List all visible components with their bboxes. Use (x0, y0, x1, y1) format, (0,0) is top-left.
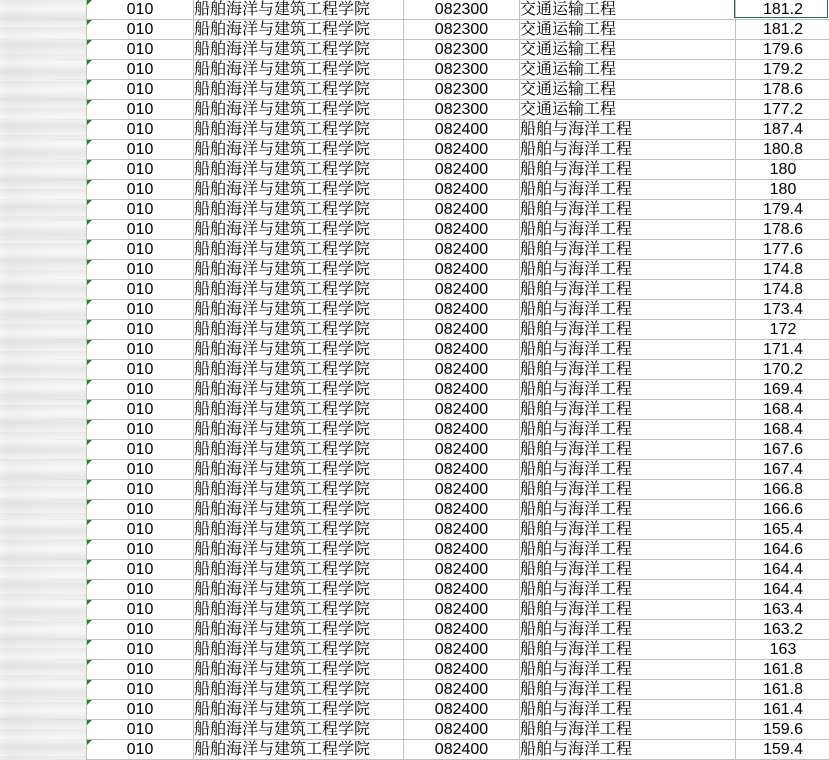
score-cell[interactable]: 172 (736, 320, 829, 340)
dept-code-cell[interactable]: 010 (87, 120, 194, 140)
school-name-cell[interactable]: 船舶海洋与建筑工程学院 (194, 480, 404, 500)
name-cell[interactable] (0, 360, 87, 380)
score-cell[interactable]: 179.2 (736, 60, 829, 80)
school-name-cell[interactable]: 船舶海洋与建筑工程学院 (194, 160, 404, 180)
school-name-cell[interactable]: 船舶海洋与建筑工程学院 (194, 120, 404, 140)
name-cell[interactable] (0, 260, 87, 280)
dept-code-cell[interactable]: 010 (87, 440, 194, 460)
dept-code-cell[interactable]: 010 (87, 40, 194, 60)
score-cell[interactable]: 165.4 (736, 520, 829, 540)
table-row (0, 80, 829, 100)
dept-code-cell[interactable]: 010 (87, 600, 194, 620)
major-name-cell[interactable]: 船舶与海洋工程 (520, 340, 736, 360)
school-name-cell[interactable]: 船舶海洋与建筑工程学院 (194, 400, 404, 420)
major-code-cell[interactable]: 082400 (404, 400, 520, 420)
dept-code-cell[interactable]: 010 (87, 700, 194, 720)
score-cell[interactable]: 163.2 (736, 620, 829, 640)
major-name-cell[interactable]: 船舶与海洋工程 (520, 180, 736, 200)
table-row (0, 680, 829, 700)
name-cell[interactable] (0, 640, 87, 660)
name-cell[interactable] (0, 660, 87, 680)
major-code-cell[interactable]: 082400 (404, 180, 520, 200)
school-name-cell[interactable]: 船舶海洋与建筑工程学院 (194, 100, 404, 120)
major-name-cell[interactable]: 船舶与海洋工程 (520, 280, 736, 300)
school-name-cell[interactable]: 船舶海洋与建筑工程学院 (194, 260, 404, 280)
major-name-cell[interactable]: 船舶与海洋工程 (520, 600, 736, 620)
table-row (0, 20, 829, 40)
major-code-cell[interactable]: 082400 (404, 440, 520, 460)
table-row (0, 260, 829, 280)
score-cell[interactable]: 178.6 (736, 80, 829, 100)
score-cell[interactable]: 164.6 (736, 540, 829, 560)
dept-code-cell[interactable]: 010 (87, 0, 194, 20)
dept-code-cell[interactable]: 010 (87, 400, 194, 420)
major-code-cell[interactable]: 082400 (404, 680, 520, 700)
dept-code-cell[interactable]: 010 (87, 500, 194, 520)
name-cell[interactable] (0, 440, 87, 460)
major-name-cell[interactable]: 船舶与海洋工程 (520, 540, 736, 560)
major-code-cell[interactable]: 082400 (404, 420, 520, 440)
name-cell[interactable] (0, 100, 87, 120)
major-code-cell[interactable]: 082400 (404, 640, 520, 660)
major-name-cell[interactable]: 船舶与海洋工程 (520, 640, 736, 660)
major-code-cell[interactable]: 082400 (404, 560, 520, 580)
name-cell[interactable] (0, 560, 87, 580)
major-code-cell[interactable]: 082400 (404, 520, 520, 540)
major-code-cell[interactable]: 082400 (404, 580, 520, 600)
score-cell[interactable]: 159.6 (736, 720, 829, 740)
table-row (0, 60, 829, 80)
table-row (0, 440, 829, 460)
table-row (0, 520, 829, 540)
score-cell[interactable]: 173.4 (736, 300, 829, 320)
school-name-cell[interactable]: 船舶海洋与建筑工程学院 (194, 0, 404, 20)
school-name-cell[interactable]: 船舶海洋与建筑工程学院 (194, 320, 404, 340)
table-row (0, 500, 829, 520)
dept-code-cell[interactable]: 010 (87, 60, 194, 80)
dept-code-cell[interactable]: 010 (87, 300, 194, 320)
table-row (0, 160, 829, 180)
score-cell[interactable]: 166.6 (736, 500, 829, 520)
major-name-cell[interactable]: 船舶与海洋工程 (520, 500, 736, 520)
major-name-cell[interactable]: 交通运输工程 (520, 0, 736, 20)
table-row (0, 320, 829, 340)
school-name-cell[interactable]: 船舶海洋与建筑工程学院 (194, 620, 404, 640)
major-name-cell[interactable]: 船舶与海洋工程 (520, 120, 736, 140)
table-row (0, 0, 829, 20)
major-code-cell[interactable]: 082400 (404, 500, 520, 520)
score-cell[interactable]: 170.2 (736, 360, 829, 380)
major-name-cell[interactable]: 船舶与海洋工程 (520, 160, 736, 180)
major-name-cell[interactable]: 船舶与海洋工程 (520, 740, 736, 760)
major-name-cell[interactable]: 交通运输工程 (520, 100, 736, 120)
major-name-cell[interactable]: 船舶与海洋工程 (520, 320, 736, 340)
score-cell[interactable]: 180 (736, 180, 829, 200)
major-code-cell[interactable]: 082400 (404, 480, 520, 500)
major-code-cell[interactable]: 082400 (404, 740, 520, 760)
score-cell[interactable]: 171.4 (736, 340, 829, 360)
dept-code-cell[interactable]: 010 (87, 480, 194, 500)
major-code-cell[interactable]: 082400 (404, 660, 520, 680)
name-cell[interactable] (0, 460, 87, 480)
dept-code-cell[interactable]: 010 (87, 140, 194, 160)
name-cell[interactable] (0, 580, 87, 600)
name-cell[interactable] (0, 160, 87, 180)
major-name-cell[interactable]: 交通运输工程 (520, 40, 736, 60)
major-name-cell[interactable]: 船舶与海洋工程 (520, 440, 736, 460)
major-code-cell[interactable]: 082400 (404, 280, 520, 300)
school-name-cell[interactable]: 船舶海洋与建筑工程学院 (194, 600, 404, 620)
major-name-cell[interactable]: 船舶与海洋工程 (520, 620, 736, 640)
school-name-cell[interactable]: 船舶海洋与建筑工程学院 (194, 720, 404, 740)
score-cell[interactable]: 164.4 (736, 580, 829, 600)
score-cell[interactable]: 168.4 (736, 400, 829, 420)
name-cell[interactable] (0, 280, 87, 300)
school-name-cell[interactable]: 船舶海洋与建筑工程学院 (194, 340, 404, 360)
name-cell[interactable] (0, 120, 87, 140)
major-code-cell[interactable]: 082400 (404, 600, 520, 620)
major-code-cell[interactable]: 082300 (404, 0, 520, 20)
major-code-cell[interactable]: 082400 (404, 120, 520, 140)
name-cell[interactable] (0, 620, 87, 640)
major-code-cell[interactable]: 082400 (404, 540, 520, 560)
school-name-cell[interactable]: 船舶海洋与建筑工程学院 (194, 640, 404, 660)
table-row (0, 360, 829, 380)
major-name-cell[interactable]: 交通运输工程 (520, 80, 736, 100)
major-name-cell[interactable]: 交通运输工程 (520, 20, 736, 40)
table-row (0, 600, 829, 620)
name-cell[interactable] (0, 180, 87, 200)
name-cell[interactable] (0, 340, 87, 360)
major-name-cell[interactable]: 船舶与海洋工程 (520, 720, 736, 740)
table-row (0, 740, 829, 760)
major-code-cell[interactable]: 082400 (404, 160, 520, 180)
table-row (0, 100, 829, 120)
school-name-cell[interactable]: 船舶海洋与建筑工程学院 (194, 440, 404, 460)
score-cell[interactable]: 180 (736, 160, 829, 180)
school-name-cell[interactable]: 船舶海洋与建筑工程学院 (194, 20, 404, 40)
major-code-cell[interactable]: 082400 (404, 620, 520, 640)
table-row (0, 580, 829, 600)
score-cell[interactable]: 161.4 (736, 700, 829, 720)
name-cell[interactable] (0, 680, 87, 700)
major-name-cell[interactable]: 船舶与海洋工程 (520, 360, 736, 380)
score-cell[interactable]: 163 (736, 640, 829, 660)
table-row (0, 400, 829, 420)
school-name-cell[interactable]: 船舶海洋与建筑工程学院 (194, 80, 404, 100)
dept-code-cell[interactable]: 010 (87, 560, 194, 580)
school-name-cell[interactable]: 船舶海洋与建筑工程学院 (194, 280, 404, 300)
school-name-cell[interactable]: 船舶海洋与建筑工程学院 (194, 200, 404, 220)
score-cell[interactable]: 174.8 (736, 280, 829, 300)
name-cell[interactable] (0, 500, 87, 520)
school-name-cell[interactable]: 船舶海洋与建筑工程学院 (194, 300, 404, 320)
school-name-cell[interactable]: 船舶海洋与建筑工程学院 (194, 680, 404, 700)
dept-code-cell[interactable]: 010 (87, 660, 194, 680)
school-name-cell[interactable]: 船舶海洋与建筑工程学院 (194, 240, 404, 260)
score-cell[interactable]: 164.4 (736, 560, 829, 580)
major-name-cell[interactable]: 船舶与海洋工程 (520, 460, 736, 480)
name-cell[interactable] (0, 40, 87, 60)
score-cell[interactable]: 161.8 (736, 660, 829, 680)
school-name-cell[interactable]: 船舶海洋与建筑工程学院 (194, 420, 404, 440)
table-row (0, 640, 829, 660)
dept-code-cell[interactable]: 010 (87, 200, 194, 220)
table-row (0, 380, 829, 400)
score-cell[interactable]: 174.8 (736, 260, 829, 280)
major-name-cell[interactable]: 船舶与海洋工程 (520, 420, 736, 440)
school-name-cell[interactable]: 船舶海洋与建筑工程学院 (194, 360, 404, 380)
score-cell[interactable]: 179.4 (736, 200, 829, 220)
name-cell[interactable] (0, 140, 87, 160)
name-cell[interactable] (0, 220, 87, 240)
school-name-cell[interactable]: 船舶海洋与建筑工程学院 (194, 40, 404, 60)
dept-code-cell[interactable]: 010 (87, 160, 194, 180)
dept-code-cell[interactable]: 010 (87, 540, 194, 560)
dept-code-cell[interactable]: 010 (87, 260, 194, 280)
score-cell[interactable]: 167.6 (736, 440, 829, 460)
score-cell[interactable]: 169.4 (736, 380, 829, 400)
score-cell[interactable]: 180.8 (736, 140, 829, 160)
table-row (0, 480, 829, 500)
table-row (0, 340, 829, 360)
major-code-cell[interactable]: 082400 (404, 700, 520, 720)
dept-code-cell[interactable]: 010 (87, 520, 194, 540)
score-cell[interactable]: 177.2 (736, 100, 829, 120)
major-code-cell[interactable]: 082400 (404, 260, 520, 280)
name-cell[interactable] (0, 320, 87, 340)
dept-code-cell[interactable]: 010 (87, 720, 194, 740)
table-row (0, 540, 829, 560)
major-name-cell[interactable]: 船舶与海洋工程 (520, 260, 736, 280)
score-cell[interactable]: 166.8 (736, 480, 829, 500)
school-name-cell[interactable]: 船舶海洋与建筑工程学院 (194, 740, 404, 760)
table-row (0, 240, 829, 260)
school-name-cell[interactable]: 船舶海洋与建筑工程学院 (194, 60, 404, 80)
major-code-cell[interactable]: 082400 (404, 140, 520, 160)
dept-code-cell[interactable]: 010 (87, 620, 194, 640)
name-cell[interactable] (0, 720, 87, 740)
score-cell[interactable]: 167.4 (736, 460, 829, 480)
name-cell[interactable] (0, 200, 87, 220)
school-name-cell[interactable]: 船舶海洋与建筑工程学院 (194, 700, 404, 720)
name-cell[interactable] (0, 520, 87, 540)
name-cell[interactable] (0, 400, 87, 420)
school-name-cell[interactable]: 船舶海洋与建筑工程学院 (194, 380, 404, 400)
name-cell[interactable] (0, 300, 87, 320)
table-row (0, 180, 829, 200)
table-row (0, 300, 829, 320)
score-cell[interactable]: 178.6 (736, 220, 829, 240)
major-code-cell[interactable]: 082400 (404, 320, 520, 340)
table-row (0, 720, 829, 740)
table-row (0, 120, 829, 140)
dept-code-cell[interactable]: 010 (87, 360, 194, 380)
major-name-cell[interactable]: 船舶与海洋工程 (520, 700, 736, 720)
major-name-cell[interactable]: 船舶与海洋工程 (520, 380, 736, 400)
dept-code-cell[interactable]: 010 (87, 340, 194, 360)
major-name-cell[interactable]: 船舶与海洋工程 (520, 660, 736, 680)
dept-code-cell[interactable]: 010 (87, 220, 194, 240)
major-name-cell[interactable]: 船舶与海洋工程 (520, 220, 736, 240)
major-name-cell[interactable]: 船舶与海洋工程 (520, 520, 736, 540)
name-cell[interactable] (0, 60, 87, 80)
name-cell[interactable] (0, 0, 87, 20)
table-row (0, 700, 829, 720)
dept-code-cell[interactable]: 010 (87, 320, 194, 340)
score-cell[interactable]: 187.4 (736, 120, 829, 140)
major-name-cell[interactable]: 船舶与海洋工程 (520, 200, 736, 220)
school-name-cell[interactable]: 船舶海洋与建筑工程学院 (194, 560, 404, 580)
name-cell[interactable] (0, 380, 87, 400)
dept-code-cell[interactable]: 010 (87, 640, 194, 660)
score-cell[interactable]: 181.2 (736, 20, 829, 40)
score-cell[interactable]: 168.4 (736, 420, 829, 440)
major-name-cell[interactable]: 船舶与海洋工程 (520, 560, 736, 580)
table-row (0, 220, 829, 240)
score-cell[interactable]: 159.4 (736, 740, 829, 760)
dept-code-cell[interactable]: 010 (87, 380, 194, 400)
major-code-cell[interactable]: 082400 (404, 300, 520, 320)
table-row (0, 200, 829, 220)
major-code-cell[interactable]: 082300 (404, 60, 520, 80)
school-name-cell[interactable]: 船舶海洋与建筑工程学院 (194, 220, 404, 240)
major-name-cell[interactable]: 船舶与海洋工程 (520, 140, 736, 160)
major-name-cell[interactable]: 船舶与海洋工程 (520, 400, 736, 420)
table-row (0, 280, 829, 300)
dept-code-cell[interactable]: 010 (87, 420, 194, 440)
school-name-cell[interactable]: 船舶海洋与建筑工程学院 (194, 660, 404, 680)
major-code-cell[interactable]: 082400 (404, 380, 520, 400)
score-cell[interactable]: 177.6 (736, 240, 829, 260)
name-cell[interactable] (0, 420, 87, 440)
school-name-cell[interactable]: 船舶海洋与建筑工程学院 (194, 580, 404, 600)
table-row (0, 40, 829, 60)
table-row (0, 140, 829, 160)
name-cell[interactable] (0, 600, 87, 620)
table-row (0, 620, 829, 640)
major-name-cell[interactable]: 船舶与海洋工程 (520, 480, 736, 500)
major-code-cell[interactable]: 082300 (404, 100, 520, 120)
major-code-cell[interactable]: 082400 (404, 360, 520, 380)
dept-code-cell[interactable]: 010 (87, 180, 194, 200)
table-row (0, 420, 829, 440)
name-cell[interactable] (0, 740, 87, 760)
major-name-cell[interactable]: 船舶与海洋工程 (520, 240, 736, 260)
dept-code-cell[interactable]: 010 (87, 580, 194, 600)
score-cell[interactable]: 161.8 (736, 680, 829, 700)
name-cell[interactable] (0, 540, 87, 560)
name-cell[interactable] (0, 20, 87, 40)
name-cell[interactable] (0, 240, 87, 260)
major-code-cell[interactable]: 082400 (404, 220, 520, 240)
name-cell[interactable] (0, 80, 87, 100)
name-cell[interactable] (0, 480, 87, 500)
major-code-cell[interactable]: 082400 (404, 200, 520, 220)
school-name-cell[interactable]: 船舶海洋与建筑工程学院 (194, 540, 404, 560)
dept-code-cell[interactable]: 010 (87, 100, 194, 120)
major-code-cell[interactable]: 082300 (404, 80, 520, 100)
school-name-cell[interactable]: 船舶海洋与建筑工程学院 (194, 460, 404, 480)
table-row (0, 460, 829, 480)
dept-code-cell[interactable]: 010 (87, 740, 194, 760)
dept-code-cell[interactable]: 010 (87, 240, 194, 260)
major-name-cell[interactable]: 交通运输工程 (520, 60, 736, 80)
school-name-cell[interactable]: 船舶海洋与建筑工程学院 (194, 500, 404, 520)
table-row (0, 660, 829, 680)
major-code-cell[interactable]: 082400 (404, 460, 520, 480)
table-row (0, 560, 829, 580)
dept-code-cell[interactable]: 010 (87, 460, 194, 480)
school-name-cell[interactable]: 船舶海洋与建筑工程学院 (194, 140, 404, 160)
dept-code-cell[interactable]: 010 (87, 280, 194, 300)
major-code-cell[interactable]: 082300 (404, 40, 520, 60)
school-name-cell[interactable]: 船舶海洋与建筑工程学院 (194, 180, 404, 200)
major-name-cell[interactable]: 船舶与海洋工程 (520, 300, 736, 320)
major-code-cell[interactable]: 082400 (404, 240, 520, 260)
score-cell[interactable]: 163.4 (736, 600, 829, 620)
school-name-cell[interactable]: 船舶海洋与建筑工程学院 (194, 520, 404, 540)
score-cell[interactable]: 179.6 (736, 40, 829, 60)
major-code-cell[interactable]: 082300 (404, 20, 520, 40)
major-name-cell[interactable]: 船舶与海洋工程 (520, 680, 736, 700)
major-name-cell[interactable]: 船舶与海洋工程 (520, 580, 736, 600)
major-code-cell[interactable]: 082400 (404, 720, 520, 740)
dept-code-cell[interactable]: 010 (87, 80, 194, 100)
dept-code-cell[interactable]: 010 (87, 20, 194, 40)
dept-code-cell[interactable]: 010 (87, 680, 194, 700)
score-cell[interactable]: 181.2 (736, 0, 829, 20)
major-code-cell[interactable]: 082400 (404, 340, 520, 360)
name-cell[interactable] (0, 700, 87, 720)
